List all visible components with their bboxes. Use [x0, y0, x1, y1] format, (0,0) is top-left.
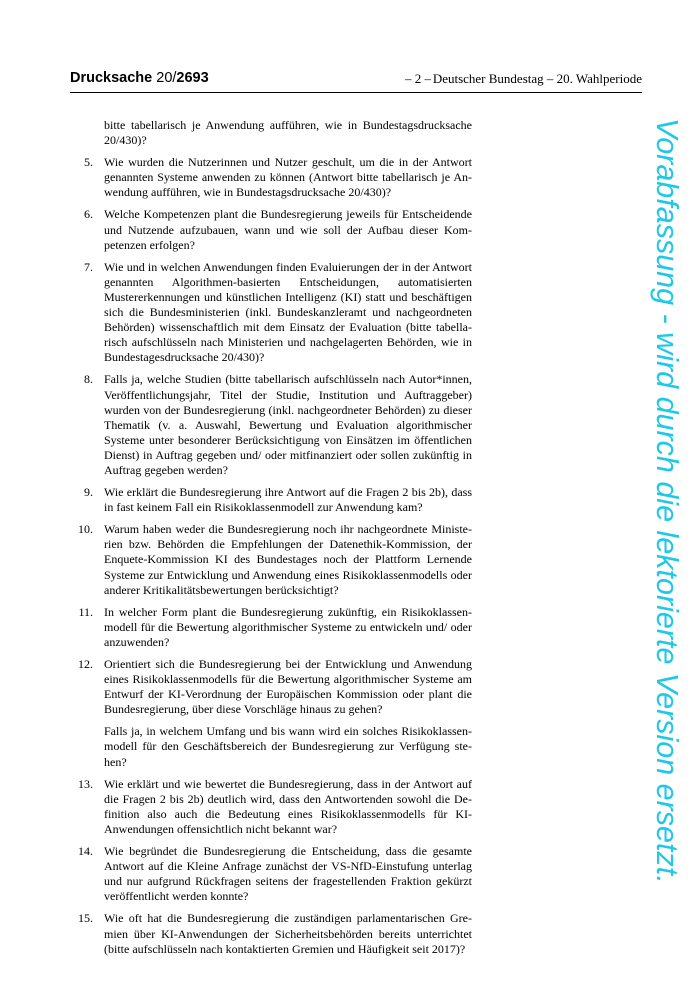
question-text: Wie oft hat die Bundesregierung die zuständigen parlamentarischen Gremien über KI-Anwendungen der Sicherheitsbehörden bereits unterrichtet (bitte aufschlüsseln nach kontaktierten Gremien und Häufigkeit seit 2017)? — [104, 911, 472, 956]
page-header — [70, 70, 642, 93]
question-text: Falls ja, in welchem Umfang und bis wann wird ein solches Risikoklassenmodell für den Geschäftsbereich der Bundesregierung zur Verfügung stehen? — [104, 724, 472, 769]
question-number: 13. — [78, 776, 93, 791]
question-text: Wie wurden die Nutzerinnen und Nutzer geschult, um die in der Antwort genannten Systeme anwenden zu können (Antwort bitte tabellarisch je Anwendung aufführen, wie in Bundestagsdrucksache 20/430)? — [104, 155, 472, 200]
question-text: Orientiert sich die Bundesregierung bei der Entwicklung und Anwendung eines Risikoklassenmodells für die Bewertung algorithmischer Systeme am Entwurf der KI-Verordnung der Europäischen Kommission oder plant die Bundesregierung, über diese Vorschläge hinaus zu gehen? — [104, 657, 472, 717]
question-number: 14. — [78, 844, 93, 859]
question-number: 5. — [84, 155, 93, 170]
watermark-text: Vorabfassung - wird durch die lektorierte Version ersetzt. — [650, 118, 684, 884]
question-number: 8. — [84, 372, 93, 387]
question-text: Warum haben weder die Bundesregierung noch ihr nachgeordnete Ministerien bzw. Behörden die Empfehlungen der Datenethik-Kommission, der Enquete-Kommission KI des Bundestages noch der Plattform Lernende Systeme zur Entwicklung und Anwendung eines Risikoklassenmodells oder anderer Kritikalitätsbewertungen berücksichtigt? — [104, 522, 472, 597]
question-item — [70, 118, 472, 148]
question-item — [70, 485, 472, 515]
question-number: 12. — [78, 657, 93, 671]
question-number: 6. — [84, 207, 93, 222]
draft-watermark — [648, 118, 684, 884]
question-text: Wie erklärt und wie bewertet die Bundesregierung, dass in der Antwort auf die Fragen 2 bis 2b) deutlich wird, dass den Antwortenden sowohl die Definition also auch die Bedeutung eines Risikoklassenmodells für KI-Anwendungen offensichtlich nicht bekannt war? — [104, 776, 472, 836]
parliament-period: Deutscher Bundestag – 20. Wahlperiode — [432, 71, 642, 86]
question-text: Wie erklärt die Bundesregierung ihre Antwort auf die Fragen 2 bis 2b), dass in fast keinem Fall ein Risikoklassenmodell zur Anwendung kam? — [104, 485, 472, 515]
question-number: 9. — [84, 485, 93, 500]
question-number: 7. — [84, 259, 93, 274]
doc-label: Drucksache — [70, 70, 153, 86]
doc-num-suffix: 2693 — [176, 70, 209, 86]
question-item — [70, 372, 472, 478]
question-list — [70, 118, 472, 964]
question-text: bitte tabellarisch je Anwendung aufführen, wie in Bundestagsdrucksache 20/430)? — [104, 118, 472, 148]
question-number: 11. — [78, 604, 93, 619]
question-item — [70, 724, 472, 769]
question-item — [70, 522, 472, 597]
question-item — [70, 605, 472, 650]
question-item — [70, 207, 472, 252]
question-item — [70, 844, 472, 904]
doc-num-prefix: 20/ — [156, 70, 177, 86]
question-text: Falls ja, welche Studien (bitte tabellarisch aufschlüsseln nach Autor*innen, Veröffentlichungsjahr, Titel der Studie, Institution und Auftraggeber) wurden von der Bundesregierung (inkl. nachgeordneter Behörden) zu dieser Thematik (v. a. Auswahl, Bewertung und Evaluation algorithmischer Systeme unter besonderer Berücksichtigung von Einsätzen im öffentlichen Dienst) in Auftrag gegeben und/ oder mitfinanziert oder sollen zukünftig in Auftrag gegeben werden? — [104, 372, 472, 477]
question-text: Welche Kompetenzen plant die Bundesregierung jeweils für Entscheidende und Nutzende aufzubauen, wann und wie soll der Aufbau dieser Kompetenzen erfolgen? — [104, 207, 472, 252]
question-item — [70, 777, 472, 837]
question-text: In welcher Form plant die Bundesregierung zukünftig, ein Risikoklassenmodell für die Bewertung algorithmischer Systeme zu entwickeln und/ oder anzuwenden? — [104, 604, 472, 649]
question-item — [70, 260, 472, 366]
page-number: – 2 – — [405, 71, 431, 86]
question-number: 15. — [78, 911, 93, 926]
question-item — [70, 911, 472, 956]
question-text: Wie begründet die Bundesregierung die Entscheidung, dass die gesamte Antwort auf die Kleine Anfrage zunächst der VS-NfD-Einstufung unterlag und nur aufgrund Rückfragen seitens der fragestellenden Fraktion gekürzt veröffentlicht werden konnte? — [104, 844, 472, 904]
document-number — [70, 70, 209, 86]
question-item — [70, 657, 472, 717]
question-item — [70, 155, 472, 200]
question-text: Wie und in welchen Anwendungen finden Evaluierungen der in der Antwort genannten Algorithmen-basierten Entscheidungen, automatisierten Mustererkennungen und künstlichen Intelligenz (KI) statt und beschäftigen sich die Bundesministerien (inkl. Bundeskanzleramt und nachgeordneten Behörden) wissenschaftlich mit dem Einsatz der Evaluation (bitte tabellarisch aufschlüsseln nach Ministerien und nachgelagerten Behörden, wie in Bundestagesdrucksache 20/430)? — [104, 259, 472, 365]
question-number: 10. — [78, 522, 93, 537]
